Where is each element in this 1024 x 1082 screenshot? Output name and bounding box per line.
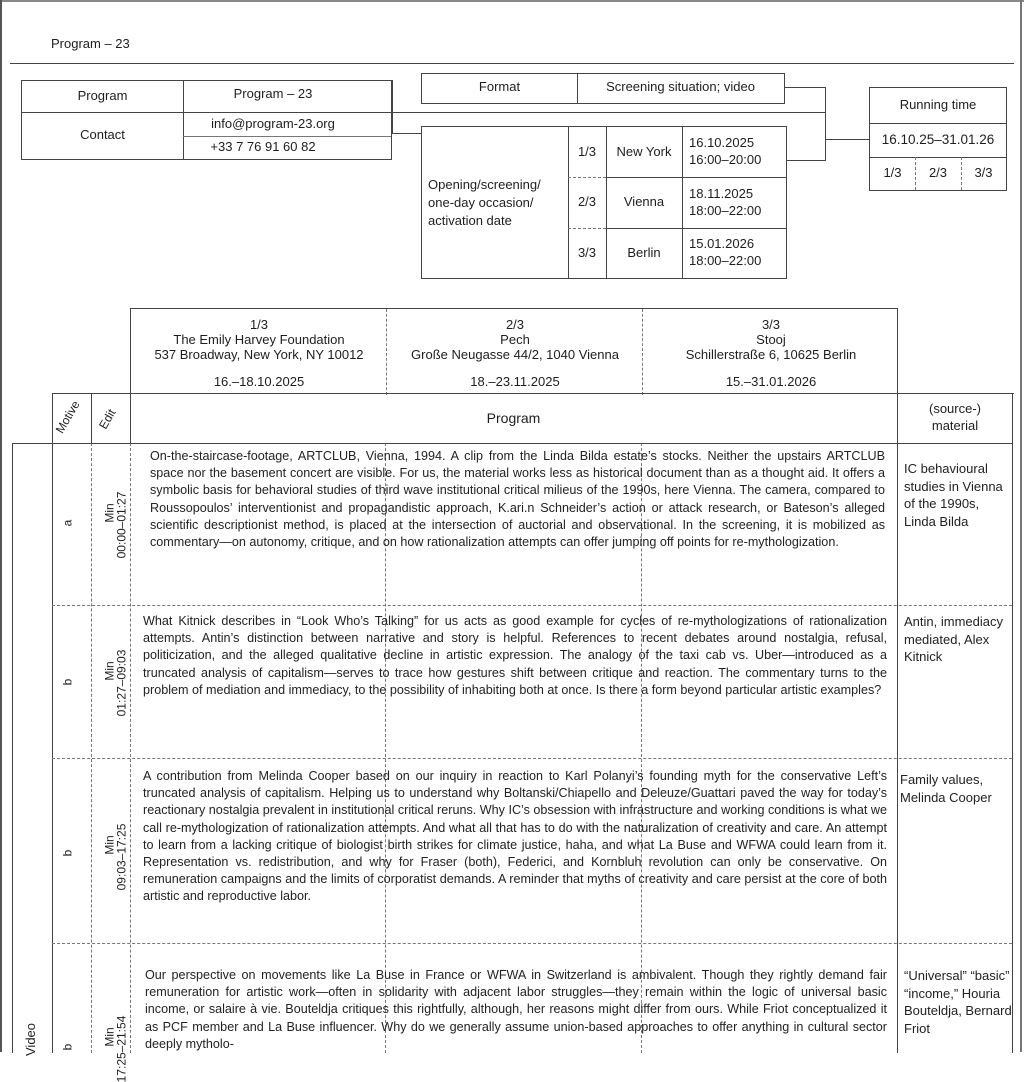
row-program-text: On-the-staircase-footage, ARTCLUB, Vienna, 1994. A clip from the Linda Bilda estate’s stocks. Neither the upstairs ARTCLUB space nor the basement concert are visible. For us, the material works less as historical document than as a thought aid. It offers a symbolic basis for behavioral studies of third wave institutional critical milieus of the 1990s, here Vienna. The camera, compared to Roussopoulos’ interventionist and propagandistic approach, K.ari.n Schneider’s action or attack research, or Bateson’s alleged scientific descriptionist method, is placed at the intersection of auctorial and observational. In the screening, it is mobilized as commentary—on autonomy, critique, and on how rationalization attempts can offer jumping off points for re-mythologization. bbox=[150, 449, 885, 550]
window-right-border bbox=[1020, 0, 1022, 1052]
contact-label: Contact bbox=[80, 127, 125, 143]
row-source: “Universal” “basic” “income,” Houria Bouteldja, Bernard Friot bbox=[904, 968, 1012, 1036]
venue-address: Große Neugasse 44/2, 1040 Vienna bbox=[411, 347, 619, 362]
venue-1 bbox=[131, 309, 387, 395]
opening-datetime-2 bbox=[682, 177, 786, 228]
title-divider bbox=[10, 63, 1014, 64]
format-table bbox=[421, 73, 785, 104]
edit-left-border bbox=[91, 443, 92, 1053]
source-left-border bbox=[897, 393, 898, 1053]
connector-line bbox=[787, 160, 826, 161]
motive-left-border bbox=[52, 393, 53, 1053]
connector-line bbox=[392, 133, 421, 134]
venue-index: 1/3 bbox=[249, 317, 269, 332]
opening-date-3: 15.01.2026 bbox=[689, 236, 755, 252]
window-left-border bbox=[0, 0, 2, 1052]
row-edit-range: 17:25–21:54 bbox=[114, 1015, 129, 1082]
opening-label-line: one-day occasion/ bbox=[428, 194, 534, 210]
row-edit-unit: Min bbox=[102, 1027, 117, 1047]
row-program-text: What Kitnick describes in “Look Who’s Talking” for us acts as good example for cycles of re-mythologizations of rationalization attempts. Antin’s distinction between narrative and story is helpful. References to recent debates around nostalgia, refusal, politicization, and the alleged qualitative decline in artistic expression. The analogy of the taxi cab vs. Uber—introduced as a truncated analysis of capitalism—serves to trace how gestures shift between critique and reaction. The commentary turns to the problem of mediation and immediacy, to the possibility of inhabiting both at once. Is there a form beyond particular artistic examples? bbox=[143, 614, 887, 697]
format-label: Format bbox=[478, 79, 521, 95]
row-source: IC behavioural studies in Vienna of the 1990s, Linda Bilda bbox=[904, 461, 1003, 529]
program-label: Program bbox=[77, 88, 128, 104]
contact-phone[interactable]: +33 7 76 91 60 82 bbox=[210, 139, 316, 155]
row-edit-range: 00:00–01:27 bbox=[114, 491, 129, 559]
venue-2 bbox=[387, 309, 643, 395]
opening-date-1: 16.10.2025 bbox=[689, 135, 755, 151]
venue-dates: 15.–31.01.2026 bbox=[725, 374, 817, 389]
row-edit-range: 09:03–17:25 bbox=[114, 823, 129, 891]
row-edit-range: 01:27–09:03 bbox=[114, 649, 129, 717]
opening-index-1: 1/3 bbox=[577, 143, 597, 159]
opening-datetime-3 bbox=[682, 228, 786, 278]
page-title: Program – 23 bbox=[51, 36, 130, 51]
venue-name: Pech bbox=[500, 332, 530, 347]
program-value: Program – 23 bbox=[233, 86, 313, 102]
venue-address: 537 Broadway, New York, NY 10012 bbox=[154, 347, 364, 362]
venue-index: 3/3 bbox=[761, 317, 781, 332]
row-program-text: Our perspective on movements like La Buse in France or WFWA in Switzerland is ambivalent. Though they rightly demand fair remuneration for artistic work—often in solidarity with adjacent labor struggles—they remain within the logic of universal basic income, or salaire à vie. Bouteldja critiques this rightfully, although, her reasons might differ from ours. While Friot conceptualized it as PCF member and La Buse influencer. Why do we generally assume union-based approaches to offer anything in cultural sector deeply mytholo- bbox=[145, 968, 887, 1051]
row-motive: b bbox=[60, 1043, 75, 1051]
row-edit-unit: Min bbox=[102, 835, 117, 855]
row-edit-unit: Min bbox=[102, 661, 117, 681]
connector-line bbox=[392, 80, 393, 133]
opening-time-2: 18:00–22:00 bbox=[689, 202, 762, 218]
program-info-table bbox=[21, 80, 392, 160]
venue-index: 2/3 bbox=[505, 317, 525, 332]
running-part-2: 2/3 bbox=[928, 165, 948, 181]
opening-city-2: Vienna bbox=[623, 194, 665, 210]
running-time-range: 16.10.25–31.01.26 bbox=[881, 132, 995, 148]
connector-line bbox=[392, 112, 825, 113]
venues-header bbox=[130, 308, 898, 394]
program-header: Program bbox=[486, 409, 541, 426]
source-header: (source-) material bbox=[928, 401, 981, 433]
connector-line bbox=[785, 87, 825, 88]
table-right-border bbox=[1012, 393, 1013, 1053]
program-left-border bbox=[130, 443, 131, 1053]
running-part-1: 1/3 bbox=[883, 165, 902, 181]
row-divider bbox=[52, 943, 1012, 944]
running-time-label: Running time bbox=[899, 97, 977, 113]
opening-label-line: Opening/screening/ bbox=[428, 176, 541, 192]
running-time-table bbox=[869, 87, 1007, 191]
opening-time-1: 16:00–20:00 bbox=[689, 152, 762, 167]
venue-address: Schillerstraße 6, 10625 Berlin bbox=[685, 347, 857, 362]
opening-city-3: Berlin bbox=[627, 244, 661, 260]
opening-date-2: 18.11.2025 bbox=[689, 185, 754, 201]
opening-label-line: activation date bbox=[428, 212, 512, 228]
opening-index-3: 3/3 bbox=[577, 244, 597, 260]
venue-3 bbox=[643, 309, 899, 395]
opening-label bbox=[422, 127, 568, 278]
venue-name: Stooj bbox=[756, 332, 786, 347]
section-left-border bbox=[12, 443, 13, 1053]
row-motive: a bbox=[60, 519, 75, 527]
window-top-border bbox=[0, 0, 1024, 2]
opening-time-3: 18:00–22:00 bbox=[689, 253, 762, 268]
opening-index-2: 2/3 bbox=[577, 194, 597, 210]
opening-dates-table bbox=[421, 126, 787, 279]
contact-email[interactable]: info@program-23.org bbox=[211, 115, 335, 131]
section-label: Video bbox=[23, 1022, 39, 1057]
row-source: Antin, immediacy mediated, Alex Kitnick bbox=[904, 614, 1003, 664]
connector-line bbox=[825, 139, 869, 140]
row-motive: b bbox=[60, 849, 75, 857]
row-divider bbox=[52, 758, 1012, 759]
running-part-3: 3/3 bbox=[974, 165, 993, 181]
row-edit-unit: Min bbox=[102, 503, 117, 523]
edit-header: Edit bbox=[96, 406, 119, 432]
edit-left-border bbox=[91, 393, 92, 443]
row-motive: b bbox=[60, 678, 75, 686]
opening-datetime-1 bbox=[682, 127, 786, 177]
connector-line bbox=[825, 87, 826, 160]
venue-dates: 16.–18.10.2025 bbox=[213, 374, 305, 389]
row-program-text: A contribution from Melinda Cooper based on our inquiry in reaction to Karl Polanyi’s founding myth for the conservative Left’s truncated analysis of capitalism. Helping us to understand why Boltanski/Chiapello and Deleuze/Guattari paved the way for today’s reactionary nostalgia prevalent in institutional critical reruns. Why IC’s obsession with infrastructure and working conditions is what we call re-mythologization of rationalization attempts. And what all that has to do with the naturalization of creativity and care. An attempt to learn from a lacking critique of biologist birth strikes for climate justice, haha, and what La Buse and WFWA could learn from it. Representation vs. redistribution, and why for Fraser (both), Federici, and Kornbluh revolution can only be conservative. On remuneration campaigns and the limits of corporatist demands. A reminder that myths of creativity and care persist at the core of both artistic and reproductive labor. bbox=[143, 769, 887, 904]
motive-header: Motive bbox=[52, 398, 83, 436]
venue-name: The Emily Harvey Foundation bbox=[173, 332, 345, 347]
venue-dates: 18.–23.11.2025 bbox=[470, 374, 560, 389]
row-source: Family values, Melinda Cooper bbox=[900, 772, 992, 805]
row-divider bbox=[52, 605, 1012, 606]
opening-city-1: New York bbox=[616, 143, 672, 159]
header-bottom-border bbox=[12, 443, 1012, 444]
format-value: Screening situation; video bbox=[606, 79, 755, 95]
